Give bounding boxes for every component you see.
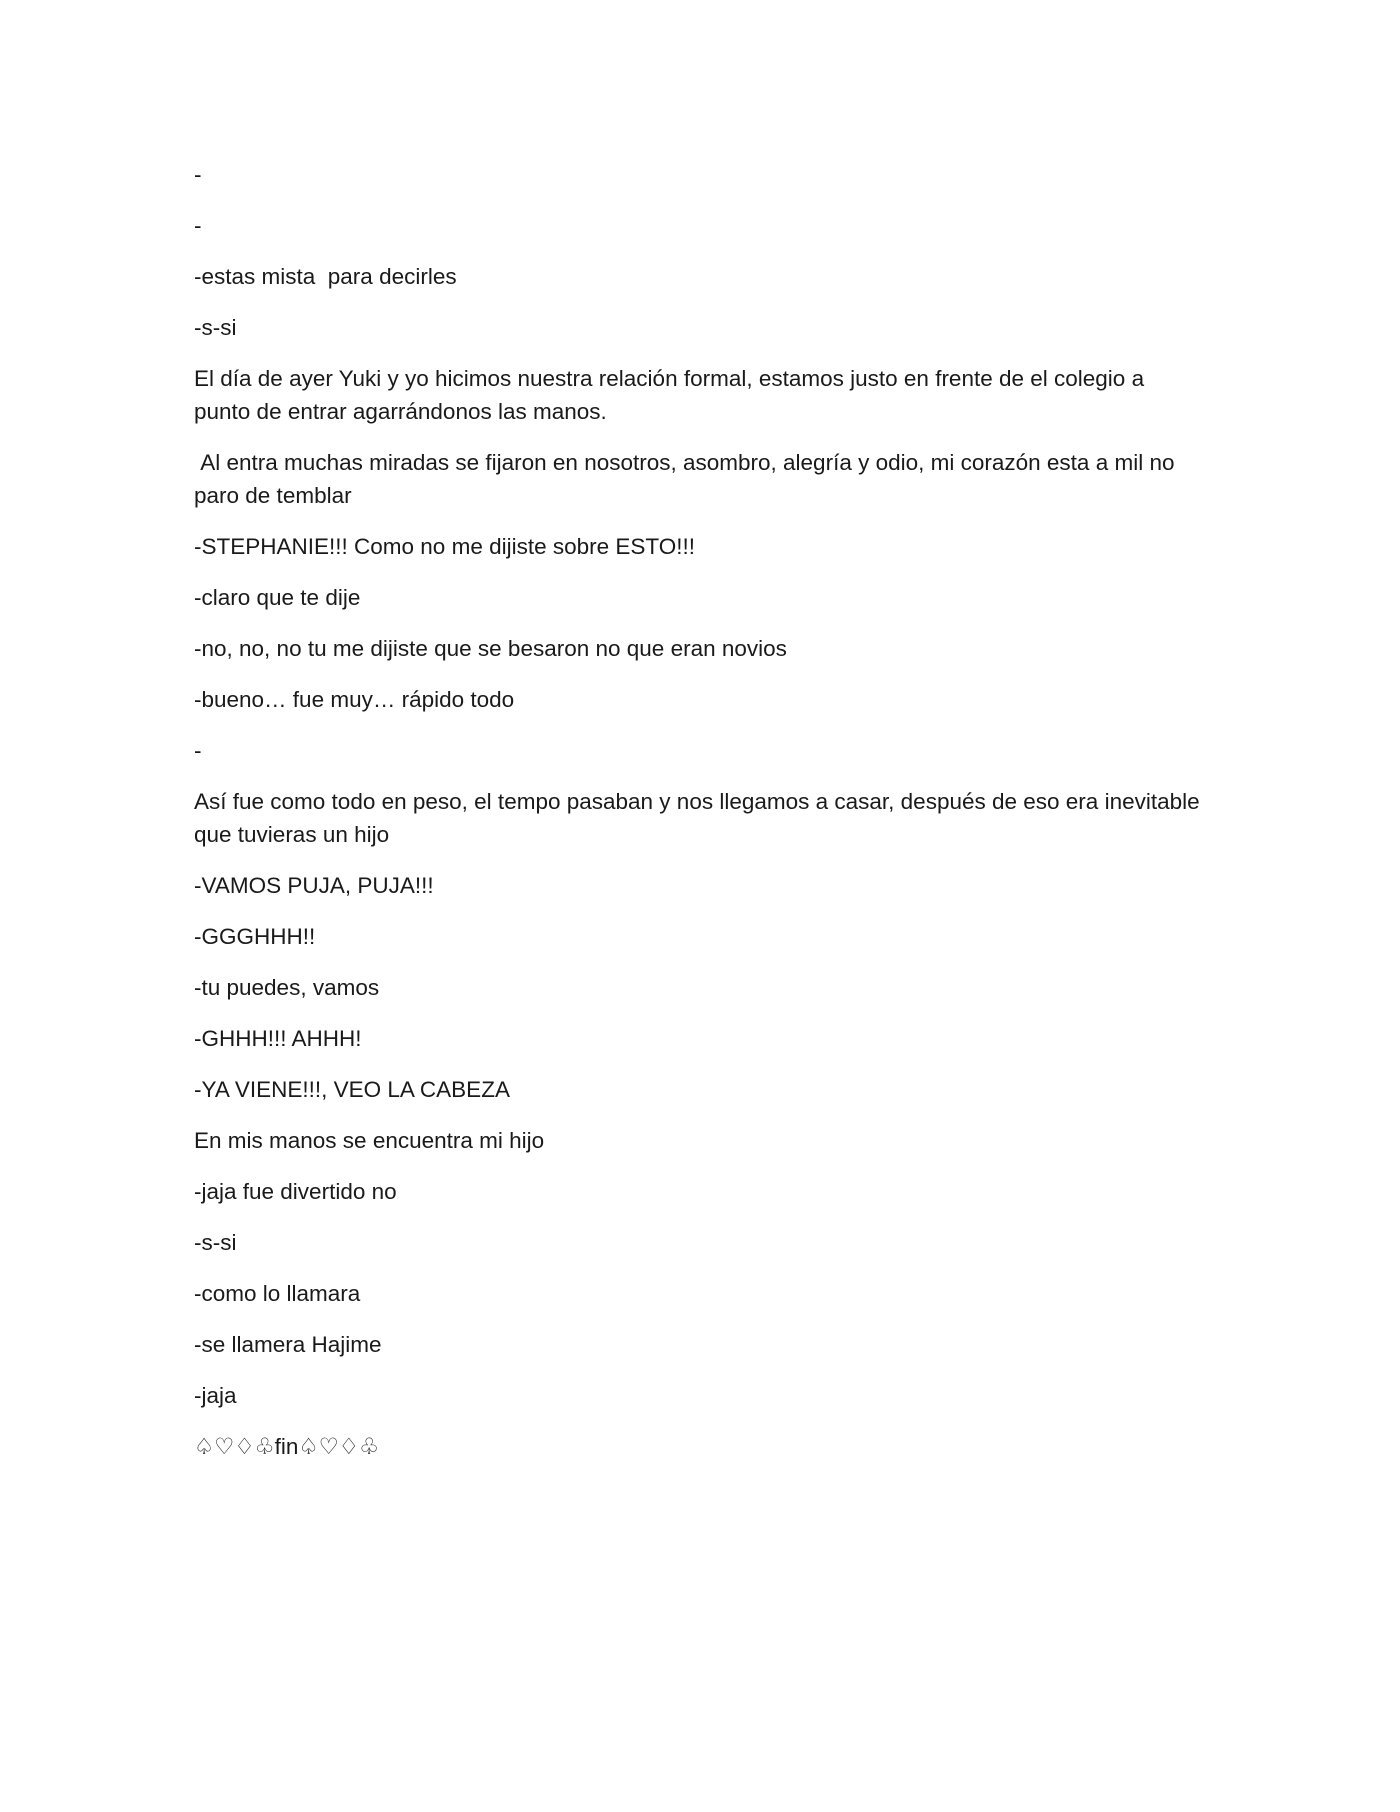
dialogue-line: -bueno… fue muy… rápido todo xyxy=(194,687,515,712)
dialogue-line: -GGGHHH!! xyxy=(194,924,316,949)
dialogue-line: -no, no, no tu me dijiste que se besaron no que eran novios xyxy=(194,636,787,661)
dialogue-line: -tu puedes, vamos xyxy=(194,975,380,1000)
dialogue-line: -jaja xyxy=(194,1383,237,1408)
narration-paragraph: Al entra muchas miradas se fijaron en nosotros, asombro, alegría y odio, mi corazón esta a mil no paro de temblar xyxy=(194,450,1181,508)
dialogue-line: -claro que te dije xyxy=(194,585,361,610)
dialogue-line: - xyxy=(194,162,202,187)
dialogue-line: -STEPHANIE!!! Como no me dijiste sobre ESTO!!! xyxy=(194,534,695,559)
dialogue-line: - xyxy=(194,213,202,238)
dialogue-line: -GHHH!!! AHHH! xyxy=(194,1026,362,1051)
narration-paragraph: En mis manos se encuentra mi hijo xyxy=(194,1128,545,1153)
narration-paragraph: El día de ayer Yuki y yo hicimos nuestra relación formal, estamos justo en frente de el colegio a punto de entrar agarrándonos las manos. xyxy=(194,366,1151,424)
dialogue-line: -s-si xyxy=(194,315,237,340)
narration-paragraph: Así fue como todo en peso, el tempo pasaban y nos llegamos a casar, después de eso era inevitable que tuvieras un hijo xyxy=(194,789,1206,847)
dialogue-line: -jaja fue divertido no xyxy=(194,1179,397,1204)
dialogue-line: -VAMOS PUJA, PUJA!!! xyxy=(194,873,434,898)
end-mark: ♤♡♢♧fin♤♡♢♧ xyxy=(194,1434,380,1459)
story-text xyxy=(194,158,1204,1481)
dialogue-line: -como lo llamara xyxy=(194,1281,361,1306)
dialogue-line: -s-si xyxy=(194,1230,237,1255)
dialogue-line: - xyxy=(194,738,202,763)
dialogue-line: -YA VIENE!!!, VEO LA CABEZA xyxy=(194,1077,510,1102)
dialogue-line: -estas mista para decirles xyxy=(194,264,457,289)
dialogue-line: -se llamera Hajime xyxy=(194,1332,382,1357)
